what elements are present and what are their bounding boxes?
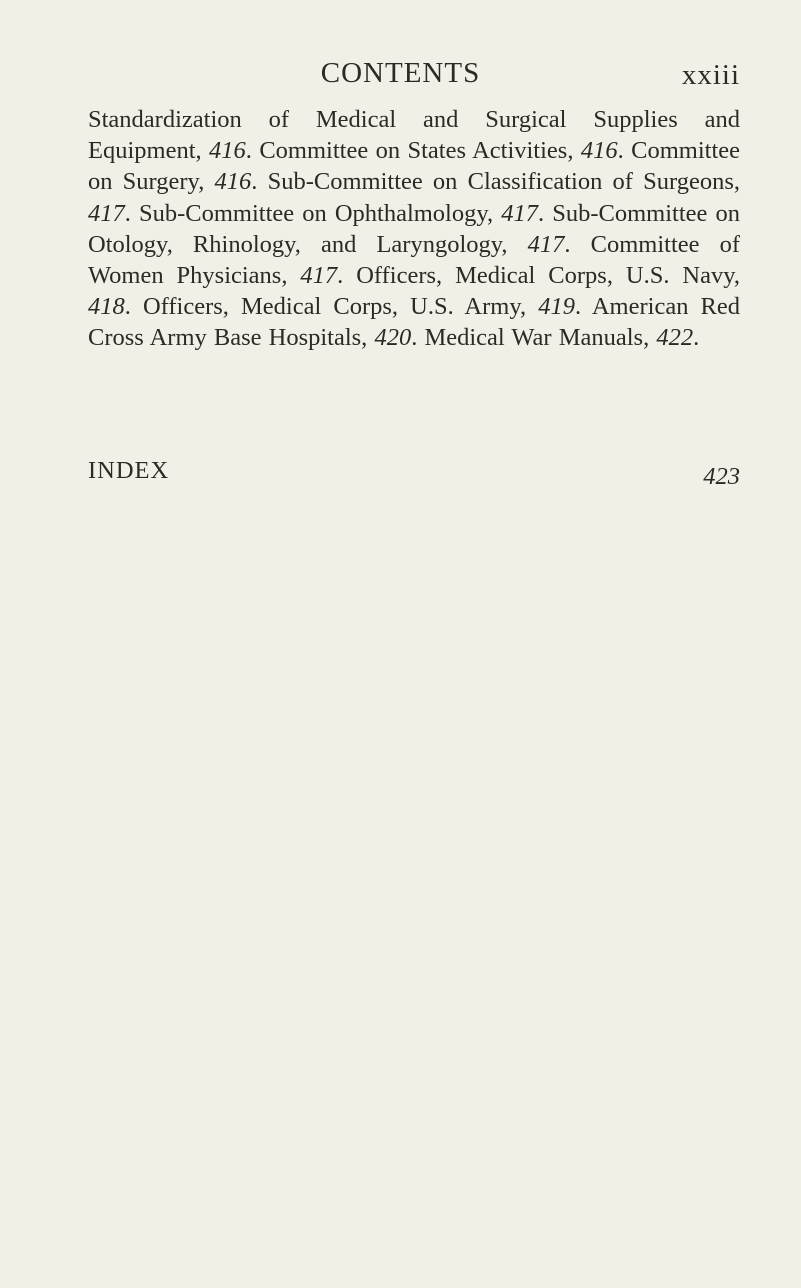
- entry-text: Standardization of Medical and Surgical Supplies and Equipment,: [88, 106, 740, 165]
- entry-text: . Medical War Manuals,: [411, 324, 657, 352]
- entry-text: . Committee on Surgery,: [88, 137, 741, 196]
- entry-text: . Sub-Committee on Otology, Rhinology, and Laryngology,: [88, 199, 740, 258]
- page-reference: 417: [88, 199, 125, 227]
- entry-text: . Officers, Medical Corps, U.S. Navy,: [337, 262, 740, 290]
- index-label: INDEX: [88, 457, 170, 484]
- running-title: CONTENTS: [320, 57, 481, 89]
- page-number: xxiii: [681, 59, 740, 91]
- entry-text: . Committee on States Activities,: [245, 137, 581, 165]
- entry-text: . American Red Cross Army Base Hospitals,: [88, 293, 740, 352]
- contents-index-row: [88, 456, 740, 492]
- page-reference: 420: [374, 324, 412, 352]
- entry-text: .: [693, 324, 700, 352]
- index-page-reference: 423: [703, 463, 740, 490]
- page-reference: 418: [88, 293, 125, 321]
- page-reference: 419: [538, 293, 575, 321]
- page-reference: 417: [527, 230, 565, 258]
- entry-text: . Sub-Committee on Classification of Surgeons,: [251, 168, 740, 196]
- entry-text: . Sub-Committee on Ophthalmology,: [124, 199, 502, 227]
- contents-entry-paragraph: [88, 104, 740, 354]
- page-reference: 417: [300, 262, 338, 290]
- page-reference: 417: [501, 199, 538, 227]
- entry-text: . Officers, Medical Corps, U.S. Army,: [124, 293, 539, 321]
- page-reference: 422: [656, 324, 694, 352]
- page-reference: 416: [214, 168, 252, 196]
- entry-text: . Committee of Women Physicians,: [88, 230, 740, 290]
- page-reference: 416: [580, 137, 618, 165]
- page-header: [0, 56, 801, 96]
- page-reference: 416: [209, 137, 246, 165]
